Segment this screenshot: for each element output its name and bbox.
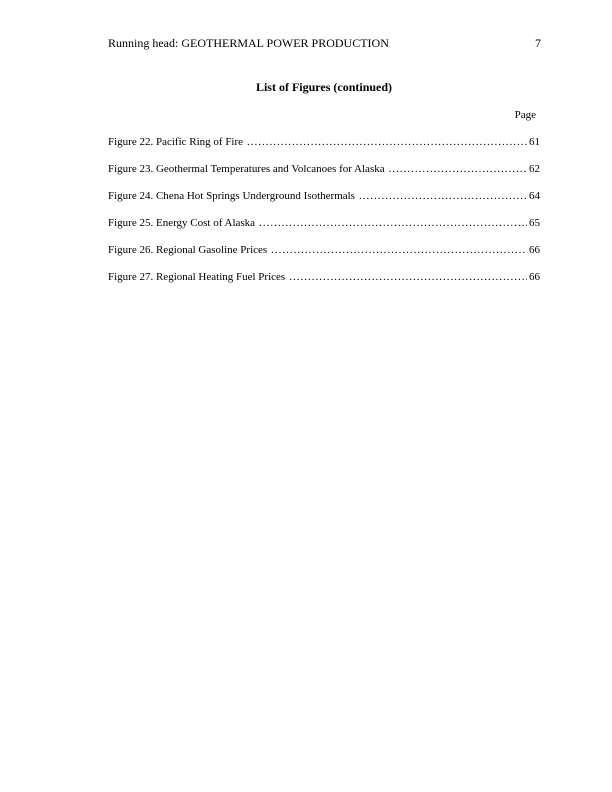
figure-entry bbox=[108, 135, 540, 162]
figure-page-number: 66 bbox=[529, 271, 540, 283]
figure-entry bbox=[108, 216, 540, 243]
dot-leader bbox=[289, 270, 527, 284]
page-number: 7 bbox=[535, 36, 541, 50]
figure-page-number: 61 bbox=[529, 136, 540, 148]
figure-label: Figure 25. Energy Cost of Alaska bbox=[108, 217, 256, 229]
figure-list bbox=[108, 135, 540, 297]
dot-leader bbox=[271, 243, 527, 257]
dot-leader bbox=[259, 216, 527, 230]
figure-entry bbox=[108, 189, 540, 216]
figure-entry bbox=[108, 270, 540, 297]
figure-page-number: 62 bbox=[529, 163, 540, 175]
figure-label: Figure 24. Chena Hot Springs Underground Isothermals bbox=[108, 190, 355, 202]
figure-label: Figure 22. Pacific Ring of Fire bbox=[108, 136, 244, 148]
dot-leader bbox=[389, 162, 527, 176]
running-head: Running head: GEOTHERMAL POWER PRODUCTION bbox=[108, 36, 389, 50]
figure-page-number: 65 bbox=[529, 217, 540, 229]
dot-leader bbox=[359, 189, 527, 203]
figure-entry bbox=[108, 162, 540, 189]
figure-label: Figure 27. Regional Heating Fuel Prices bbox=[108, 271, 286, 283]
page-column-label: Page bbox=[514, 109, 536, 121]
figure-entry bbox=[108, 243, 540, 270]
figure-page-number: 64 bbox=[529, 190, 540, 202]
figure-label: Figure 26. Regional Gasoline Prices bbox=[108, 244, 268, 256]
dot-leader bbox=[247, 135, 527, 149]
list-of-figures-title: List of Figures (continued) bbox=[255, 80, 393, 94]
figure-label: Figure 23. Geothermal Temperatures and Volcanoes for Alaska bbox=[108, 163, 385, 175]
figure-page-number: 66 bbox=[529, 244, 540, 256]
